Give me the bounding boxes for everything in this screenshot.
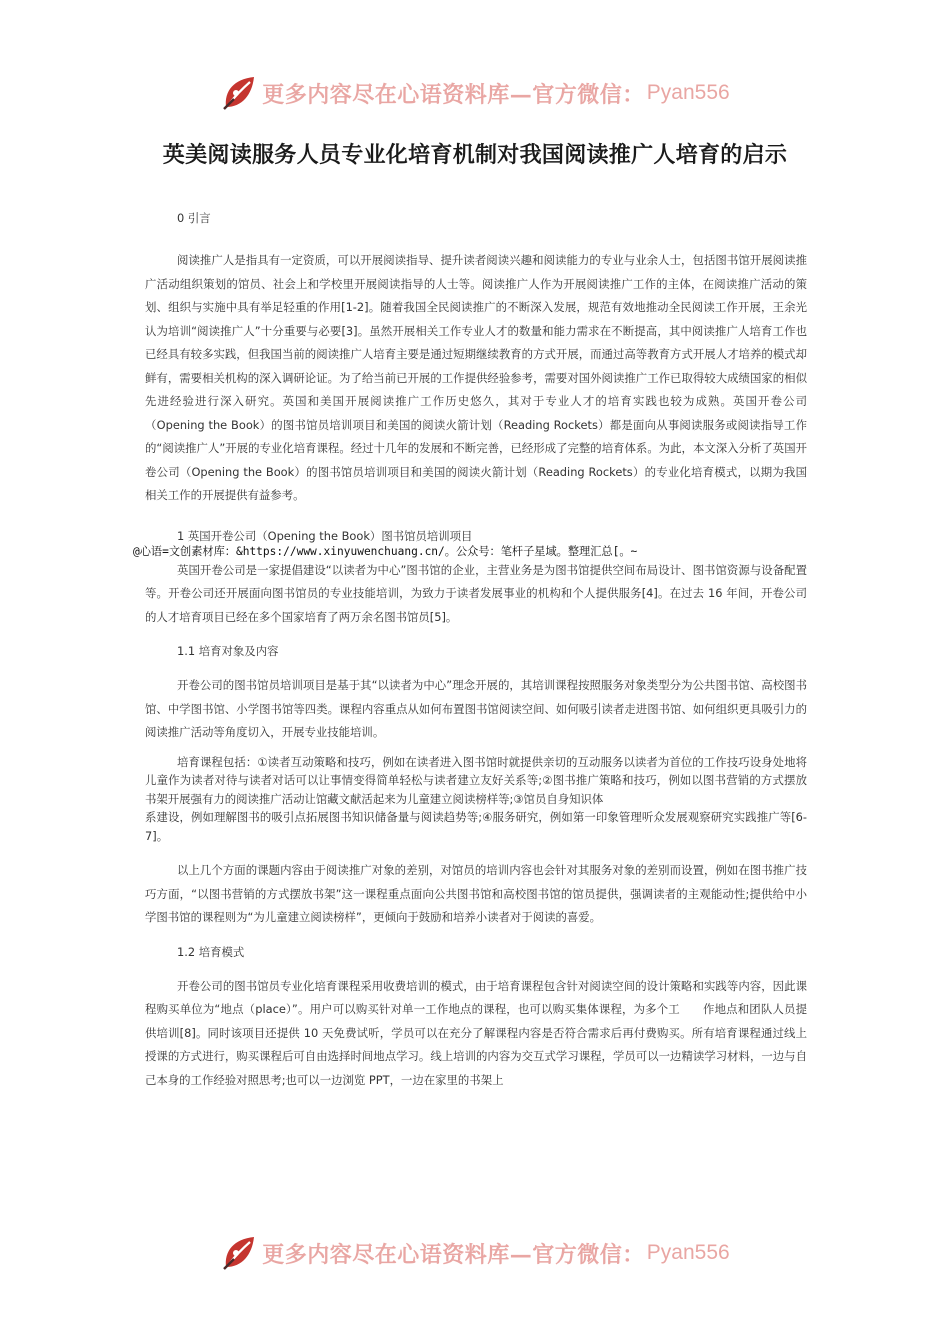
- paragraph-section-1-1-c: 以上几个方面的课题内容由于阅读推广对象的差别，对馆员的培训内容也会针对其服务对象的差别而设置，例如在图书推广技巧方面，“以图书营销的方式摆放书架”这一课程重点面向公共图书馆和高校图书馆的馆员提供，强调读者的主观能动性;提供给中小学图书馆的课程则为“为儿童建立阅读榜样”，更倾向于鼓励和培养小读者对于阅读的喜爱。: [145, 863, 807, 924]
- banner-text: 更多内容尽在心语资料库—官方微信：: [262, 1241, 645, 1268]
- section-heading-1-2: 1.2 培育模式: [177, 944, 245, 959]
- footer-banner-inner: [220, 1233, 729, 1273]
- header-banner: [0, 73, 950, 113]
- section-heading-1: 1 英国开卷公司（Opening the Book）图书馆员培训项目: [177, 528, 473, 543]
- paragraph-intro: 阅读推广人是指具有一定资质，可以开展阅读指导、提升读者阅读兴趣和阅读能力的专业与业余人士，包括图书馆开展阅读推广活动组织策划的馆员、社会上和学校里开展阅读指导的人士等。阅读推广人作为开展阅读推广工作的主体，在阅读推广活动的策划、组织与实施中具有举足轻重的作用[1-2]。随着我国全民阅读推广的不断深入发展，规范有效地推动全民阅读工作开展，王余光认为培训“阅读推广人”十分重要与必要[3]。虽然开展相关工作专业人才的数量和能力需求在不断提高，其中阅读推广人培育工作也已经具有较多实践，但我国当前的阅读推广人培育主要是通过短期继续教育的方式开展，而通过高等教育方式开展人才培养的模式却鲜有，需要相关机构的深入调研论证。为了给当前已开展的工作提供经验参考，需要对国外阅读推广工作已取得较大成绩国家的相似先进经验进行深入研究。英国和美国开展阅读推广工作历史悠久，其对于专业人才的培育实践也较为成熟。英国开卷公司（Opening the Book）的图书馆员培训项目和美国的阅读火箭计划（Reading Rockets）都是面向从事阅读服务或阅读指导工作的“阅读推广人”开展的专业化培育课程。经过十几年的发展和不断完善，已经形成了完整的培育体系。为此，本文深入分析了英国开卷公司（Opening the Book）的图书馆员培训项目和美国的阅读火箭计划（Reading Rockets）的专业化培育模式，以期为我国相关工作的开展提供有益参考。: [145, 253, 807, 502]
- paragraph-section-1: 英国开卷公司是一家提倡建设“以读者为中心”图书馆的企业，主营业务是为图书馆提供空间布局设计、图书馆资源与设备配置等。开卷公司还开展面向图书馆员的专业技能培训，为致力于读者发展事业的机构和个人提供服务[4]。在过去 16 年间，开卷公司的人才培育项目已经在多个国家培育了两万余名图书馆员[5]。: [145, 562, 807, 624]
- watermark-text: @心语=文创素材库：&https://www.xinyuwenchuang.cn/。公众号：笔杆子星域。整理汇总[。~: [133, 544, 638, 558]
- document-title: 英美阅读服务人员专业化培育机制对我国阅读推广人培育的启示: [162, 143, 788, 168]
- document-body: [133, 210, 807, 1092]
- paragraph-section-1-2: 开卷公司的图书馆员专业化培育课程采用收费培训的模式，由于培育课程包含针对阅读空间的设计策略和实践等内容，因此课程购买单位为“地点（place）”。用户可以购买针对单一工作地点的课程，也可以购买集体课程，为多个工 作地点和团队人员提供培训[8]。同时该项目还提供 10 天免费试听，学员可以在充分了解课程内容是否符合需求后再付费购买。所有培育课程通过线上授课的方式进行，购买课程后可自由选择时间地点学习。线上培训的内容为交互式学习课程，学员可以一边精读学习材料，一边与自己本身的工作经验对照思考;也可以一边浏览 PPT，一边在家里的书架上: [145, 978, 807, 1087]
- banner-wechat-id: Pyan556: [646, 81, 730, 104]
- footer-banner: [0, 1233, 950, 1273]
- banner-text: 更多内容尽在心语资料库—官方微信：: [262, 81, 645, 108]
- paragraph-section-1-1-a: 开卷公司的图书馆员培训项目是基于其“以读者为中心”理念开展的，其培训课程按照服务对象类型分为公共图书馆、高校图书馆、中学图书馆、小学图书馆等四类。课程内容重点从如何布置图书馆阅读空间、如何吸引读者走进图书馆、如何组织更具吸引力的阅读推广活动等角度切入，开展专业技能培训。: [145, 678, 807, 739]
- header-banner-inner: [220, 73, 729, 113]
- banner-wechat-id: Pyan556: [646, 1241, 730, 1264]
- paragraph-section-1-1-b-cont: 系建设，例如理解图书的吸引点拓展图书知识储备量与阅读趋势等;④服务研究，例如第一印象管理听众发展观察研究实践推广等[6-7]。: [145, 810, 807, 843]
- section-heading-intro: 0 引言: [177, 211, 211, 225]
- leaf-logo-icon: [220, 1233, 260, 1273]
- paragraph-section-1-1-b: 培育课程包括：①读者互动策略和技巧，例如在读者进入图书馆时就提供亲切的互动服务以读者为首位的工作技巧设身处地将儿童作为读者对待与读者对话可以让事情变得简单轻松与读者建立友好关系等;②图书推广策略和技巧，例如以图书营销的方式摆放书架开展强有力的阅读推广活动让馆藏文献活起来为儿童建立阅读榜样等;③馆员自身知识体: [145, 754, 807, 806]
- section-heading-1-1: 1.1 培育对象及内容: [177, 644, 279, 658]
- leaf-logo-icon: [220, 73, 260, 113]
